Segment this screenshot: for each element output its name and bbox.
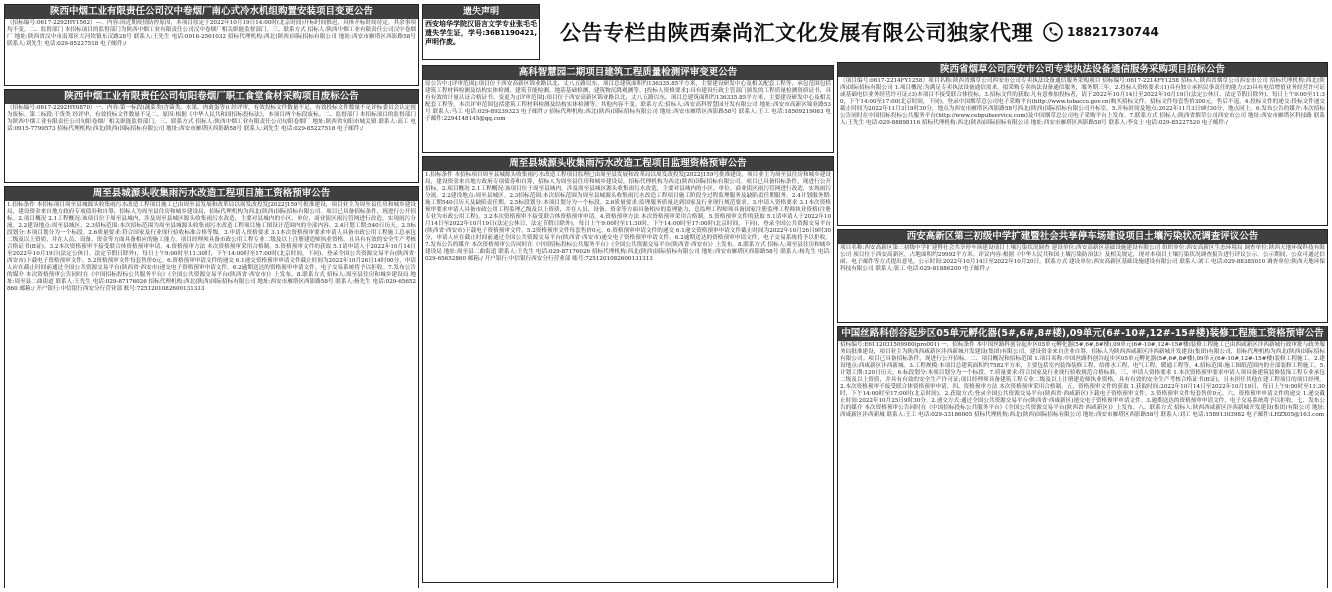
notice-title: 中国丝路科创谷起步区05单元孵化器(5#,6#,8#楼),09单元(6#-10#,12#-15#楼)装修工程施工资格预审公告 — [838, 327, 1327, 341]
notice-body: 1.招标条件 本招标项目周至县城源头收集雨污水改造工程项目监理已由周至县发展和改革局以周发改投发[2022]159号批准建设，项目业主为周至县住房和城乡建设局，建设资金来自地方政府专项债券和自筹，招标人为周至县住房和城乡建设局，招标代理机构为西北(陕西)国际招标有限公司。项目已具备招标条件，现进行公开招标。2.项目概况 2.1工程概况:该项目位于周至县城内，涉及周至县城区源头收集雨污水改造，主要对县城内的小区、单位、商业街区雨污管网进行改造，实现雨污分流。2.2建设地点:周至县城区。2.3招标范围:本次招标范围为周至县城源头收集雨污水改造工程项目施工阶段全过程监理服务及缺陷责任期服务。2.4计划服务期:施工期540日历天及缺陷责任期。2.5标段划分:本项目划分为一个标段。2.6质量要求:监理服务质量达到国家及行业现行规范要求。3.申请人资格要求 3.1本次资格预审要求申请人具备市政公用工程监理乙级及以上资质，并在人员、设备、资金等方面具备相应的监理能力，总监理工程师须具备国家注册监理工程师执业资格(注册专业为市政公用工程)。3.2本次资格预审不接受联合体资格预审申请。4.资格预审方法 本次资格预审采用合格制。5.资格预审文件的获取 5.1请申请人于2022年10月14日至2022年10月19日(法定公休日、法定节假日除外)，每日上午9:00时至11:30时，下午14:00时至17:00时(北京时间，下同)，登录全国公共资源交易平台(陕西省·西安市)下载电子资格预审文件。5.2资格预审文件每套售价0元。6.资格预审申请文件的递交 6.1递交资格预审申请文件截止时间为2022年10月26日9时30分，申请人应在截止时间前通过全国公共资源交易平台(陕西省·西安市)递交电子资格预审申请文件。6.2逾期送达的资格预审申请文件，电子交易系统将予以拒收。7.发布公告的媒介 本次资格预审公告同时在《中国招标投标公共服务平台》《全国公共资源交易平台(陕西省·西安市)》上发布。8.联系方式 招标人:周至县住房和城乡建设局 地址:周至县二曲街道 联系人:王先生 电话:029-87176026 招标代理机构:西北(陕西)国际招标有限公司 地址:西安市雁塔区西影路58号 联系人:杨先生 电话:029-65652860 邮箱:/ 开户银行:中信银行西安分行营业部 账号:7251201082600131313 — [425, 172, 831, 262]
notice-body: 原公告中:[评审范围]:项目位于西安高新区锦业路以北、丈八五路以东，项目总建筑面积约136335.85平方米，主要建设研发中心及相关配套工程等，承包范围包括建筑工程材料检测及结构实体检测、建筑节能检测、地基基础检测、建筑物沉降观测等。[投标人资格要求]:具有建设行政主管部门颁发的工程质量检测资质证书，具有有效的计量认证合格证书。变更为:[评审范围]:项目位于西安高新区锦业路以北，丈八五路以东，项目总建筑面积约136335.85平方米，主要建设研发中心及相关配套工程等。本次评审范围包括建筑工程材料检测及结构实体检测等。其他内容不变。联系方式:招标人:西安高科智慧园开发有限公司 地址:西安市高新区锦业路53号 联系人:马工 电话:029-89239323 电子邮件:/ 招标代理机构:西北(陕西)国际招标有限公司 地址:西安市雁塔区西影路58号 联系人:王工 电话:18509219063 电子邮件:2294148145@qq.com — [425, 81, 831, 122]
lost-notice-title: 遗失声明 — [423, 5, 539, 19]
notice-body: 项目名称:西安高新区第三初级中学扩建暨社会共享停车场建设项目土壤污染状况调查 建设单位:西安高新区基础设施建设有限公司 组织单位:西安高新区生态环境局 调查单位:陕西天地环保科技有限公司 项目位于西安高新区，占地面积约29992平方米。评议内容:根据《中华人民共和国土壤污染防治法》及相关规定，现对本项目土壤污染状况调查报告进行评议公示。公示期间，公众可通过信函、电子邮件等方式提出意见。公示时间:2022年10月14日至2022年10月20日。联系方式 建设单位:西安高新区基础设施建设有限公司 联系人:刘工 电话:029-88385010 调查单位:陕西天地环保科技有限公司 联系人:张工 电话:029-81886200 电子邮件:/ — [840, 245, 1325, 272]
notice-title: 陕西中烟工业有限责任公司汉中卷烟厂南心式冷水机组购置安装项目变更公告 — [5, 5, 418, 19]
notice-block-zhouzhi-supervision — [422, 156, 834, 583]
notice-title: 陕西省烟草公司西安市公司专卖执法设备通信服务采购项目招标公告 — [838, 63, 1327, 77]
notice-title: 周至县城源头收集雨污水改造工程项目施工资格预审公告 — [5, 187, 418, 201]
notice-block-zhouzhi-construction — [4, 186, 419, 588]
notice-body: （招标编号:0617-2292HY1562）—、内容:因近期疫情防控原因，本项目原定于2022年10月19日14:00时(北京时间)开标时间推迟，具体开标时间待定，其余事项均不变。二、监督部门 本招标项目的监督部门为陕西中烟工业有限责任公司汉中卷烟厂相关职能监督部门。三、联系方式 招标人:陕西中烟工业有限责任公司汉中卷烟厂 地址:陕西省汉中市南郑区大河坎镇东汉路28号 联系人:王先生 电话:0916-2561032 招标代理机构:西北(陕西)国际招标有限公司 地址:西安市雁塔区西影路58号 联系人:刘先生 电话:029-85227518 电子邮件:/ — [7, 20, 416, 47]
phone-icon — [1043, 22, 1063, 42]
agency-ad-text: 公告专栏由陕西秦尚汇文化发展有限公司独家代理 — [560, 21, 1033, 45]
notice-title: 高科智慧园二期项目建筑工程质量检测评审变更公告 — [423, 66, 833, 80]
notice-block-silkroad-renovation — [837, 326, 1328, 588]
notice-title: 陕西中烟工业有限责任公司旬阳卷烟厂职工食堂食材采购项目废标公告 — [5, 90, 418, 104]
agency-ad-banner — [560, 14, 1328, 50]
notice-body: （招标编号:0617-2292HY0870）一、内容:第一标段(蔬菜类(含菌类、水果、肉禽蛋等)) 经评审，有效投标文件数量不足，有效投标文件数量不足评标委员会认定视为废标。第二标段:干货类 经评审，有效投标文件数量不足二、原因:根据《中华人民共和国招标投标法》，本项目两个标段废标。二、监督部门 本招标项目的监督部门为陕西中烟工业有限责任公司旬阳卷烟厂相关职能监督部门。三、联系方式 招标人:陕西中烟工业有限责任公司旬阳卷烟厂 地址:陕西省旬阳市城关镇 联系人:高工 电话:0915-7799573 招标代理机构:西北(陕西)国际招标有限公司 地址:西安市雁塔区西影路58号 联系人:刘先生 电话:029-85227518 电子邮件:/ — [7, 105, 416, 132]
column-right — [837, 62, 1328, 588]
agency-phone-number: 18821730744 — [1067, 25, 1159, 39]
notice-body: （项目编号:0617-2214FY1258）项目名称:陕西省烟草公司西安市公司专卖执法设备通信服务采购项目 招标编号:0617-2214FY1258 招标人:陕西省烟草公司西安市公司 招标代理机构:西北(陕西)国际招标有限公司 1.项目概况:为满足专卖执法设备通信需求，拟采购专卖执法设备通信服务，服务期三年。2.投标人资格要求:(1)具有独立承担民事责任的能力;(2)具有电信增值业务经营许可证或基础电信业务经营许可证;(3)本项目不接受联合体投标。3.招标文件的获取:凡有意参加投标者，请于2022年10月14日至2022年10月19日(法定公休日、法定节假日除外)，每日上午9:00至11:30，下午14:00至17:00(北京时间，下同)，登录中国烟草总公司电子采购平台(http://www.tobacco.gov.cn)购买招标文件。招标文件每套售价300元，售后不退。4.投标文件的递交:投标文件递交截止时间为2022年11月3日9时30分，地点为西安市雁塔区西影路58号西北(陕西)国际招标有限公司开标室。5.开标时间及地点:2022年11月3日9时30分，地点同上。6.发布公告的媒介:本次招标公告同时在中国招标投标公共服务平台(http://www.cebpubservice.com)及中国烟草总公司电子采购平台上发布。7.联系方式 招标人:陕西省烟草公司西安市公司 地址:西安市雁塔区科技路 联系人:王先生 电话:029-88898116 招标代理机构:西北(陕西)国际招标有限公司 地址:西安市雁塔区西影路58号 联系人:李女士 电话:029-85227520 电子邮件:/ — [840, 78, 1325, 126]
column-left — [4, 4, 419, 588]
notice-title: 周至县城源头收集雨污水改造工程项目监理资格预审公告 — [423, 157, 833, 171]
notice-body: 招标编号:E6112031509980(pro001) 一、招标条件 本中国丝路科创谷起步区05单元孵化器(5#,6#,8#楼),09单元(6#-10#,12#-15#楼)装修工程施工已由西咸新区沣西新城行政审批与政务服务局批准建设，项目业主为陕西西咸新区沣西新城开发建设(集团)有限公司，建设资金来自企业自筹，招标人为陕西西咸新区沣西新城开发建设(集团)有限公司，招标代理机构为西北(陕西)国际招标有限公司。项目已具备招标条件，现进行公开招标。二、项目概况和招标范围 1.项目名称:中国丝路科创谷起步区05单元孵化器(5#,6#,8#楼),09单元(6#-10#,12#-15#楼)装修工程施工。2.建设地点:西咸新区沣西新城。3.工程规模:本项目总建筑面积约7582平方米，主要包括室内装饰装修工程、给排水工程、电气工程、暖通工程等。4.招标范围:施工图纸范围内的全部装修工程施工。5.计划工期:120日历天。6.标段划分:本项目划分为一个标段。7.质量要求:符合国家及行业现行验收规范合格标准。三、申请人资格要求 1.本次资格预审要求申请人须具备建筑装修装饰工程专业承包二级及以上资质，并具有有效的安全生产许可证;项目经理须具备建筑工程专业二级及以上注册建造师执业资格，具有有效的安全生产考核合格证书(B证)，且未担任其他在建工程项目的项目经理。2.本次资格预审不接受联合体资格预审申请。四、资格预审方法 本次资格预审采用合格制。五、资格预审文件的获取 1.获取时间:2022年10月14日至2022年10月19日，每日上午9:00时至11:30时，下午14:00时至17:00时(北京时间)。2.获取方式:登录全国公共资源交易平台(陕西省·西咸新区)下载电子资格预审文件。3.资格预审文件每套售价0元。六、资格预审申请文件的递交 1.递交截止时间:2022年10月25日9时30分。2.递交方式:通过全国公共资源交易平台(陕西省·西咸新区)递交电子资格预审申请文件。3.逾期送达的资格预审申请文件，电子交易系统将予以拒收。七、发布公告的媒介 本次资格预审公告同时在《中国招标投标公共服务平台》《全国公共资源交易平台(陕西省·西咸新区)》上发布。八、联系方式 招标人:陕西西咸新区沣西新城开发建设(集团)有限公司 地址:西咸新区沣西新城 联系人:王工 电话:029-33186005 招标代理机构:西北(陕西)国际招标有限公司 地址:西安市雁塔区西影路58号 联系人:刘工 电话:15891303982 电子邮件:LHZX05@163.com — [840, 342, 1325, 418]
lost-notice-body: 西安培华学院汉语言文学专业张毛毛遗失学生证，学号:36B1190421,声明作废。 — [425, 20, 537, 46]
notice-body: 1.招标条件 本招标项目周至县城源头收集雨污水改造工程项目施工已由周至县发展和改革局以周发改投发[2022]159号批准建设，项目业主为周至县住房和城乡建设局，建设资金来自地方政府专项债券和自筹，招标人为周至县住房和城乡建设局，招标代理机构为西北(陕西)国际招标有限公司。项目已具备招标条件，现进行公开招标。2.项目概况 2.1工程概况:该项目位于周至县城内，涉及周至县城区源头收集雨污水改造，主要对县城内的小区、单位、商业街区雨污管网进行改造，实现雨污分流。2.2建设地点:周至县城区。2.3招标范围:本次招标范围为周至县城源头收集雨污水改造工程项目施工图设计范围内的全部内容。2.4计划工期:540日历天。2.5标段划分:本项目划分为一个标段。2.6质量要求:符合国家及行业现行验收标准合格等级。3.申请人资格要求 3.1本次资格预审要求申请人具备市政公用工程施工总承包二级及以上资质，并在人员、设备、资金等方面具备相应的施工能力，项目经理须具备市政公用工程专业二级及以上注册建造师执业资格，且具有有效的安全生产考核合格证书(B证)。3.2本次资格预审不接受联合体资格预审申请。4.资格预审方法 本次资格预审采用合格制。5.资格预审文件的获取 5.1请申请人于2022年10月14日至2022年10月19日(法定公休日、法定节假日除外)，每日上午9:00时至11:30时，下午14:00时至17:00时(北京时间，下同)，登录全国公共资源交易平台(陕西省·西安市)下载电子资格预审文件。5.2资格预审文件每套售价0元。6.资格预审申请文件的递交 6.1递交资格预审申请文件截止时间为2022年10月26日14时00分，申请人应在截止时间前通过全国公共资源交易平台(陕西省·西安市)递交电子资格预审申请文件。6.2逾期送达的资格预审申请文件，电子交易系统将予以拒收。7.发布公告的媒介 本次资格预审公告同时在《中国招标投标公共服务平台》《全国公共资源交易平台(陕西省·西安市)》上发布。8.联系方式 招标人:周至县住房和城乡建设局 地址:周至县二曲街道 联系人:王先生 电话:029-87176026 招标代理机构:西北(陕西)国际招标有限公司 地址:西安市雁塔区西影路58号 联系人:杨先生 电话:029-65652860 邮箱:/ 开户银行:中信银行西安分行营业部 账号:7251201082600131313 — [7, 202, 416, 292]
notice-block-gaoke-inspection — [422, 65, 834, 153]
notice-block-xunyang-canteen — [4, 89, 419, 183]
notice-title: 西安高新区第三初级中学扩建暨社会共享停车场建设项目土壤污染状况调查评议公告 — [838, 230, 1327, 244]
lost-notice-box — [422, 4, 540, 60]
column-middle — [422, 4, 834, 588]
notice-block-hanzhong-chiller — [4, 4, 419, 86]
notice-block-tobacco-telecom — [837, 62, 1328, 226]
notice-block-gaoxin-school-soil — [837, 229, 1328, 323]
